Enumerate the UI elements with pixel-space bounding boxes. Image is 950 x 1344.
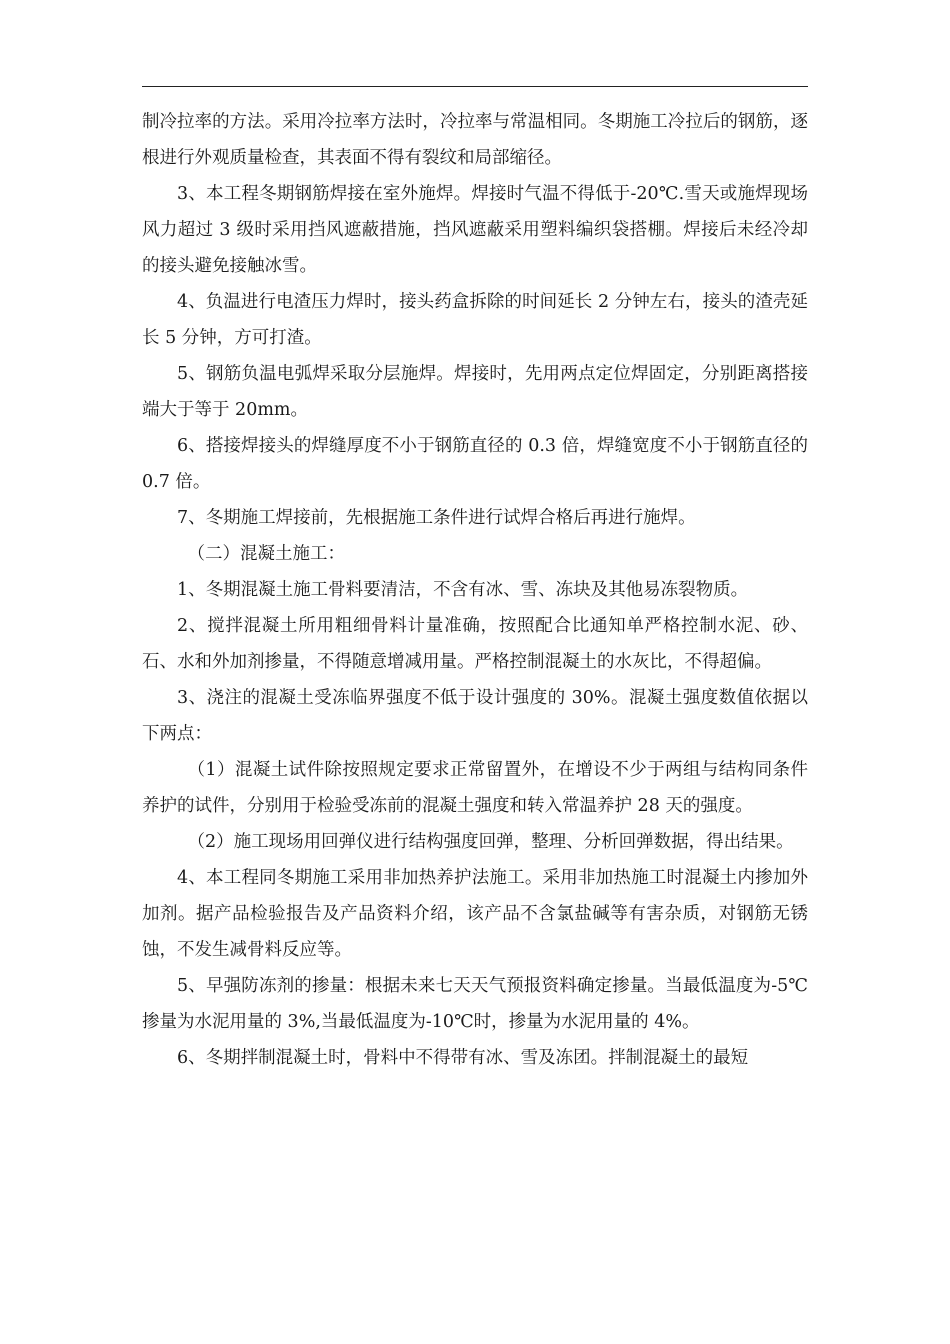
paragraph-antifreeze-dosage: 5、早强防冻剂的掺量：根据未来七天天气预报资料确定掺量。当最低温度为-5℃掺量为水泥用量的 3%,当最低温度为-10℃时，掺量为水泥用量的 4%。 xyxy=(142,976,808,1032)
paragraph-test-specimens: （1）混凝土试件除按照规定要求正常留置外，在增设不少于两组与结构同条件养护的试件，分别用于检验受冻前的混凝土强度和转入常温养护 28 天的强度。 xyxy=(142,760,808,816)
paragraph-continuation: 制冷拉率的方法。采用冷拉率方法时，冷拉率与常温相同。冬期施工冷拉后的钢筋，逐根进行外观质量检查，其表面不得有裂纹和局部缩径。 xyxy=(142,112,808,168)
paragraph-mixing: 2、搅拌混凝土所用粗细骨料计量准确，按照配合比通知单严格控制水泥、砂、石、水和外加剂掺量，不得随意增减用量。严格控制混凝土的水灰比，不得超偏。 xyxy=(142,616,808,672)
section-heading-concrete: （二）混凝土施工： xyxy=(187,544,345,564)
paragraph-mixing-winter: 6、冬期拌制混凝土时，骨料中不得带有冰、雪及冻团。拌制混凝土的最短 xyxy=(177,1048,749,1068)
document-body xyxy=(142,104,808,1076)
paragraph-electroslag-welding: 4、负温进行电渣压力焊时，接头药盒拆除的时间延长 2 分钟左右，接头的渣壳延长 5 分钟，方可打渣。 xyxy=(142,292,808,348)
paragraph-critical-strength: 3、浇注的混凝土受冻临界强度不低于设计强度的 30%。混凝土强度数值依据以下两点： xyxy=(142,688,808,744)
paragraph-welding-outdoor: 3、本工程冬期钢筋焊接在室外施焊。焊接时气温不得低于-20℃.雪天或施焊现场风力超过 3 级时采用挡风遮蔽措施，挡风遮蔽采用塑料编织袋搭棚。焊接后未经冷却的接头避免接触冰雪。 xyxy=(142,184,808,276)
paragraph-arc-welding: 5、钢筋负温电弧焊采取分层施焊。焊接时，先用两点定位焊固定，分别距离搭接端大于等于 20mm。 xyxy=(142,364,808,420)
paragraph-rebound-test: （2）施工现场用回弹仪进行结构强度回弹，整理、分析回弹数据，得出结果。 xyxy=(187,832,794,852)
paragraph-aggregate: 1、冬期混凝土施工骨料要清洁，不含有冰、雪、冻块及其他易冻裂物质。 xyxy=(177,580,749,600)
paragraph-lap-weld: 6、搭接焊接头的焊缝厚度不小于钢筋直径的 0.3 倍，焊缝宽度不小于钢筋直径的 0.7 倍。 xyxy=(142,436,808,492)
paragraph-trial-weld: 7、冬期施工焊接前，先根据施工条件进行试焊合格后再进行施焊。 xyxy=(177,508,696,528)
paragraph-curing-method: 4、本工程同冬期施工采用非加热养护法施工。采用非加热施工时混凝土内掺加外加剂。据产品检验报告及产品资料介绍，该产品不含氯盐碱等有害杂质，对钢筋无锈蚀，不发生减骨料反应等。 xyxy=(142,868,808,960)
header-rule xyxy=(142,86,808,87)
